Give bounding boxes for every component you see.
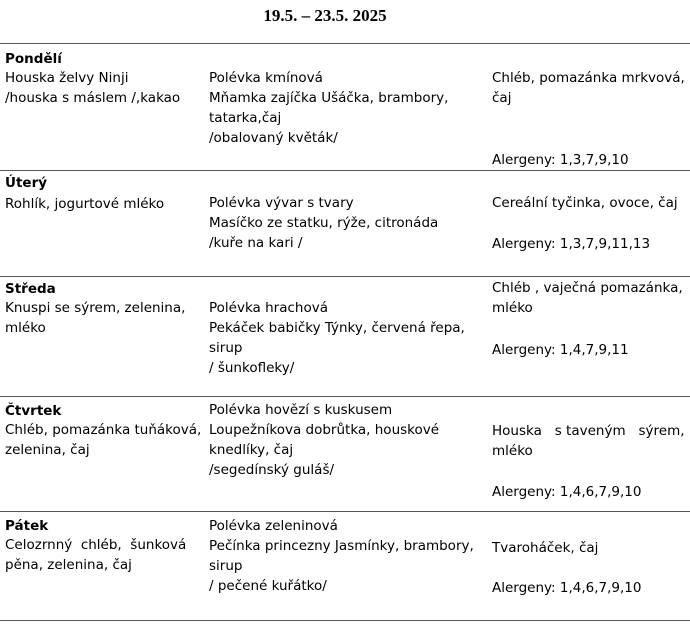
menu-line: čaj xyxy=(492,90,512,106)
menu-line: Cereální tyčinka, ovoce, čaj xyxy=(492,195,678,211)
divider xyxy=(0,43,690,44)
menu-line: Polévka vývar s tvary xyxy=(209,195,354,211)
day-name: Čtvrtek xyxy=(5,403,62,419)
menu-line: knedlíky, čaj xyxy=(209,442,294,458)
menu-line: Polévka zeleninová xyxy=(209,518,338,534)
menu-line: sirup xyxy=(209,558,243,574)
allergens: Alergeny: 1,4,7,9,11 xyxy=(492,342,629,358)
menu-line: / šunkofleky/ xyxy=(209,360,295,376)
menu-line: Celozrnný chléb, šunková xyxy=(5,537,187,553)
afternoon-snack xyxy=(492,193,684,213)
menu-line: Loupežníkova dobrůtka, houskové xyxy=(209,422,440,438)
lunch xyxy=(209,68,479,148)
menu-line: Polévka kmínová xyxy=(209,70,323,86)
day-thursday xyxy=(5,402,205,460)
menu-line: sirup xyxy=(209,340,243,356)
lunch xyxy=(209,516,479,596)
menu-line: zelenina, čaj xyxy=(5,442,90,458)
menu-line: mléko xyxy=(492,300,533,316)
day-friday xyxy=(5,517,205,575)
menu-line: mléko xyxy=(492,443,533,459)
divider xyxy=(0,396,690,397)
day-name: Pondělí xyxy=(5,51,62,67)
menu-line: Pekáček babičky Týnky, červená řepa, xyxy=(209,320,465,336)
afternoon-snack xyxy=(492,68,684,108)
menu-line: Mňamka zajíčka Ušáčka, brambory, xyxy=(209,90,449,106)
allergens: Alergeny: 1,4,6,7,9,10 xyxy=(492,484,642,500)
allergens: Alergeny: 1,3,7,9,11,13 xyxy=(492,236,651,252)
allergens: Alergeny: 1,4,6,7,9,10 xyxy=(492,580,642,596)
menu-line: /obalovaný květák/ xyxy=(209,130,338,146)
menu-line: /houska s máslem /,kakao xyxy=(5,90,181,106)
lunch xyxy=(209,400,479,480)
menu-line: Chléb , vaječná pomazánka, xyxy=(492,280,683,296)
menu-line: Houska s taveným sýrem, xyxy=(492,423,685,439)
divider xyxy=(0,620,690,621)
morning-snack xyxy=(5,194,205,214)
menu-line: Pečínka princezny Jasmínky, brambory, xyxy=(209,538,474,554)
menu-line: Rohlík, jogurtové mléko xyxy=(5,196,165,212)
menu-line: Tvaroháček, čaj xyxy=(492,540,599,556)
day-tuesday xyxy=(5,174,205,214)
menu-line: Polévka hovězí s kuskusem xyxy=(209,402,393,418)
menu-line: /kuře na kari / xyxy=(209,235,303,251)
divider xyxy=(0,511,690,512)
allergens: Alergeny: 1,3,7,9,10 xyxy=(492,152,629,168)
divider xyxy=(0,170,690,171)
menu-line: tatarka,čaj xyxy=(209,110,282,126)
menu-line: mléko xyxy=(5,320,46,336)
menu-line: Polévka hrachová xyxy=(209,300,328,316)
day-name: Úterý xyxy=(5,175,48,191)
day-name: Pátek xyxy=(5,518,49,534)
morning-snack xyxy=(5,298,205,338)
page-title: 19.5. – 23.5. 2025 xyxy=(263,6,387,25)
lunch xyxy=(209,193,479,253)
menu-line: Houska želvy Ninji xyxy=(5,70,129,86)
menu-line: Masíčko ze statku, rýže, citronáda xyxy=(209,215,439,231)
morning-snack xyxy=(5,420,205,460)
day-monday xyxy=(5,50,205,108)
afternoon-snack xyxy=(492,278,684,318)
menu-line: Knuspi se sýrem, zelenina, xyxy=(5,300,186,316)
afternoon-snack xyxy=(492,538,684,558)
day-wednesday xyxy=(5,280,205,338)
menu-line: / pečené kuřátko/ xyxy=(209,578,327,594)
menu-line: /segedínský guláš/ xyxy=(209,462,335,478)
menu-line: pěna, zelenina, čaj xyxy=(5,557,132,573)
lunch xyxy=(209,298,479,378)
day-name: Středa xyxy=(5,281,56,297)
afternoon-snack xyxy=(492,421,684,461)
morning-snack xyxy=(5,535,205,575)
menu-line: Chléb, pomazánka mrkvová, xyxy=(492,70,685,86)
divider xyxy=(0,276,690,277)
menu-line: Chléb, pomazánka tuňáková, xyxy=(5,422,202,438)
morning-snack xyxy=(5,68,205,108)
